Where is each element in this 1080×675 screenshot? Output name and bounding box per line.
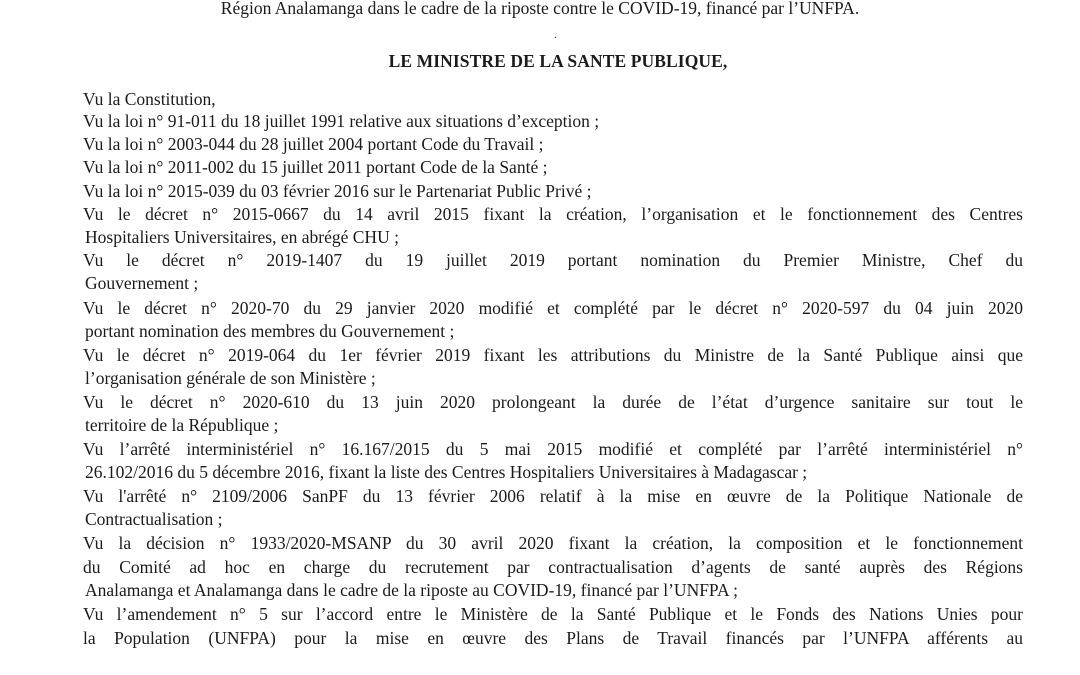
text-line: du Comité ad hoc en charge du recrutement par contractualisation d’agents de santé auprès des Régions (83, 557, 1023, 577)
text-line: Vu la Constitution, (83, 89, 216, 109)
text-line: territoire de la République ; (85, 415, 279, 435)
intro-line: Région Analamanga dans le cadre de la riposte contre le COVID-19, financé par l’UNFPA. (220, 0, 860, 18)
text-line: 26.102/2016 du 5 décembre 2016, fixant la liste des Centres Hospitaliers Universitaires à Madagascar ; (85, 462, 808, 482)
text-line: Vu le décret n° 2019-064 du 1er février 2019 fixant les attributions du Ministre de la Santé Publique ainsi que (83, 345, 1023, 365)
separator-dot: . (554, 27, 557, 41)
text-line: Hospitaliers Universitaires, en abrégé CHU ; (85, 227, 399, 247)
text-line: Vu le décret n° 2019-1407 du 19 juillet 2019 portant nomination du Premier Ministre, Chef du (83, 250, 1023, 270)
text-line: Vu l'arrêté n° 2109/2006 SanPF du 13 février 2006 relatif à la mise en œuvre de la Politique Nationale de (83, 486, 1023, 506)
text-line: Vu l’amendement n° 5 sur l’accord entre le Ministère de la Santé Publique et le Fonds des Nations Unies pour (83, 604, 1023, 624)
text-line: Vu la loi n° 2015-039 du 03 février 2016 sur le Partenariat Public Privé ; (83, 181, 592, 201)
text-line: Vu le décret n° 2020-610 du 13 juin 2020 prolongeant la durée de l’état d’urgence sanitaire sur tout le (83, 392, 1023, 412)
text-line: la Population (UNFPA) pour la mise en œuvre des Plans de Travail financés par l’UNFPA afférents au (83, 628, 1023, 648)
text-line: Vu la décision n° 1933/2020-MSANP du 30 avril 2020 fixant la création, la composition et le fonctionnement (83, 533, 1023, 553)
document-heading: LE MINISTRE DE LA SANTE PUBLIQUE, (388, 51, 728, 71)
text-line: Vu le décret n° 2020-70 du 29 janvier 2020 modifié et complété par le décret n° 2020-597 du 04 juin 2020 (83, 298, 1023, 318)
text-line: Analamanga et Analamanga dans le cadre de la riposte au COVID-19, financé par l’UNFPA ; (85, 580, 738, 600)
text-line: Contractualisation ; (85, 509, 223, 529)
text-line: Vu la loi n° 2011-002 du 15 juillet 2011 portant Code de la Santé ; (83, 157, 548, 177)
text-line: l’organisation générale de son Ministère ; (85, 368, 376, 388)
text-line: Vu l’arrêté interministériel n° 16.167/2015 du 5 mai 2015 modifié et complété par l’arrêté interministériel n° (83, 439, 1023, 459)
text-line: Vu la loi n° 2003-044 du 28 juillet 2004 portant Code du Travail ; (83, 134, 544, 154)
text-line: portant nomination des membres du Gouvernement ; (85, 321, 455, 341)
text-line: Vu le décret n° 2015-0667 du 14 avril 2015 fixant la création, l’organisation et le fonctionnement des Centres (83, 204, 1023, 224)
text-line: Gouvernement ; (85, 273, 199, 293)
text-line: Vu la loi n° 91-011 du 18 juillet 1991 relative aux situations d’exception ; (83, 111, 600, 131)
